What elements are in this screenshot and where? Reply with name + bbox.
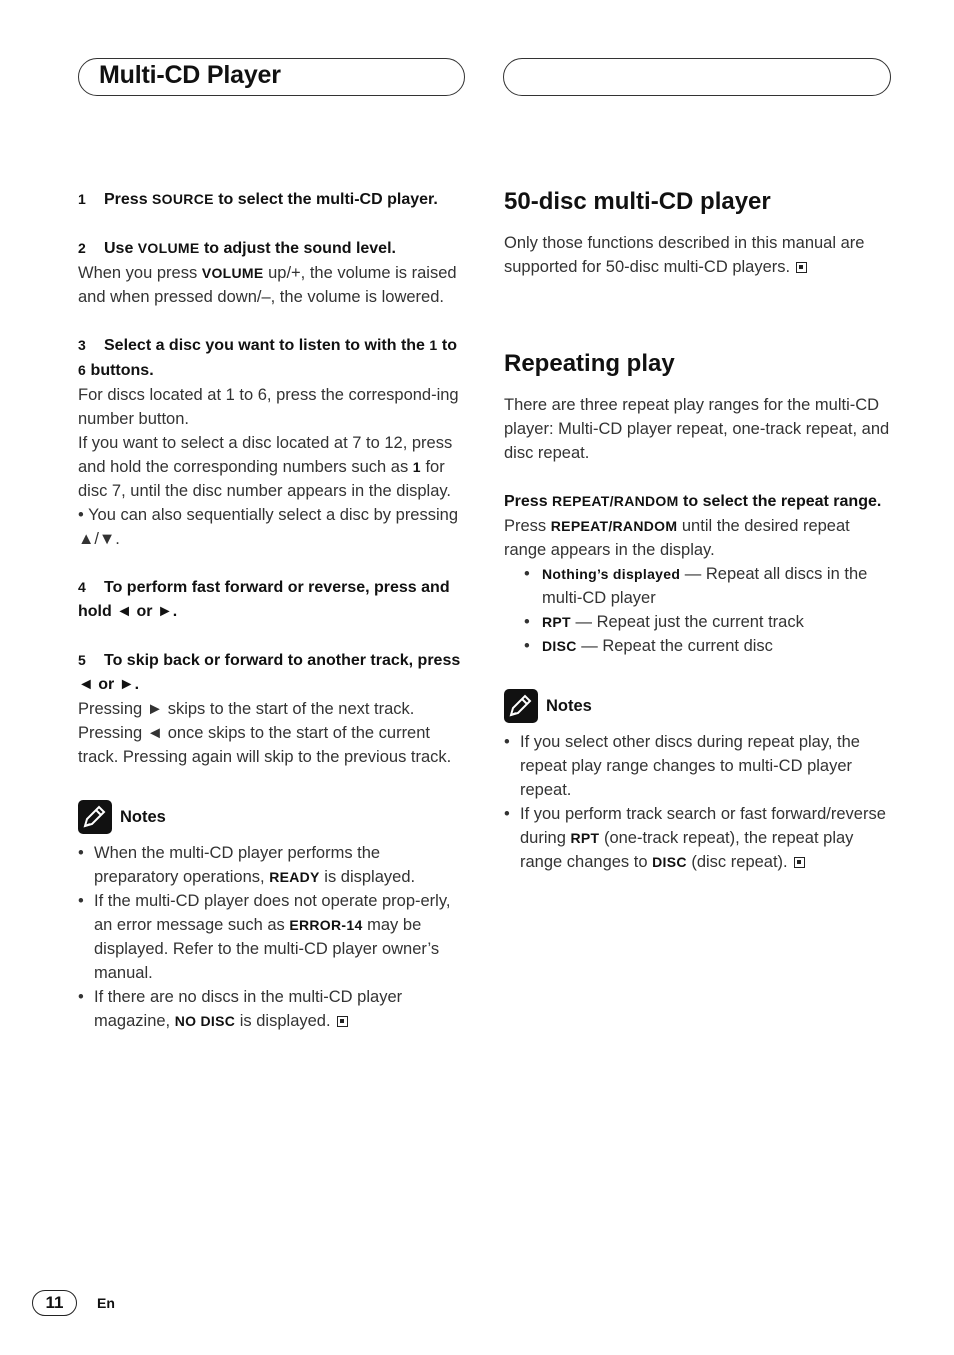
list-item: • Nothing’s displayed — Repeat all discs in the multi-CD player: [504, 562, 894, 610]
list-item: • If there are no discs in the multi-CD player magazine, NO DISC is displayed.: [78, 985, 468, 1033]
list-item: • When the multi-CD player performs the preparatory operations, READY is displayed.: [78, 841, 468, 889]
list-item: • If the multi-CD player does not operate prop-erly, an error message such as ERROR-14 may be displayed. Refer to the multi-CD player owner’s manual.: [78, 889, 468, 985]
language-code: En: [97, 1295, 115, 1311]
list-item: • RPT — Repeat just the current track: [504, 610, 894, 634]
step-3: 3 Select a disc you want to listen to with the 1 to 6 buttons.: [78, 337, 458, 379]
right-column: [504, 187, 894, 874]
notes-header: [504, 688, 894, 724]
step-3-body: For discs located at 1 to 6, press the correspond-ing number button.: [78, 386, 459, 428]
blank-tab: [503, 58, 891, 96]
heading-repeating-play: Repeating play: [504, 350, 675, 377]
left-column: [78, 187, 468, 1033]
end-of-section-icon: [337, 1016, 348, 1027]
step-2-body: When you press VOLUME up/+, the volume is raised and when pressed down/–, the volume is lowered.: [78, 264, 457, 306]
page-number: 11: [32, 1290, 77, 1316]
pencil-note-icon: [504, 689, 538, 723]
repeat-options-list: [504, 562, 894, 658]
notes-title: Notes: [546, 696, 592, 715]
page-title: Multi-CD Player: [99, 61, 281, 89]
paragraph-50-disc: Only those functions described in this manual are supported for 50-disc multi-CD players.: [504, 234, 865, 276]
pencil-note-icon: [78, 800, 112, 834]
section-tab: [78, 58, 465, 96]
paragraph-repeating-play: There are three repeat play ranges for the multi-CD player: Multi-CD player repeat, one-track repeat, and disc repeat.: [504, 396, 890, 462]
notes-list: [78, 841, 468, 1033]
heading-50-disc: 50-disc multi-CD player: [504, 188, 771, 215]
list-item: • If you select other discs during repeat play, the repeat play range changes to multi-CD player repeat.: [504, 730, 894, 802]
step-3-body-tip: • You can also sequentially select a disc by pressing ▲/▼.: [78, 506, 459, 548]
notes-header: [78, 799, 468, 835]
step-1: 1 Press SOURCE to select the multi-CD player.: [78, 191, 438, 208]
end-of-section-icon: [796, 262, 807, 273]
step-3-body-hold: If you want to select a disc located at 7 to 12, press and hold the corresponding numbers such as 1 for disc 7, until the disc number appears in the display.: [78, 434, 453, 500]
step-4: 4 To perform fast forward or reverse, press and hold ◄ or ►.: [78, 579, 450, 620]
notes-list: [504, 730, 894, 874]
list-item: • DISC — Repeat the current disc: [504, 634, 894, 658]
instruction-body: Press REPEAT/RANDOM until the desired repeat range appears in the display.: [504, 517, 850, 559]
step-5-body: Pressing ► skips to the start of the next track. Pressing ◄ once skips to the start of the current track. Pressing again will skip to the previous track.: [78, 700, 452, 766]
step-2: 2 Use VOLUME to adjust the sound level.: [78, 240, 396, 257]
instruction-press-repeat: Press REPEAT/RANDOM to select the repeat range.: [504, 493, 882, 510]
step-5: 5 To skip back or forward to another track, press ◄ or ►.: [78, 652, 461, 693]
end-of-section-icon: [794, 857, 805, 868]
list-item: • If you perform track search or fast forward/reverse during RPT (one-track repeat), the repeat play range changes to DISC (disc repeat).: [504, 802, 894, 874]
notes-title: Notes: [120, 807, 166, 826]
